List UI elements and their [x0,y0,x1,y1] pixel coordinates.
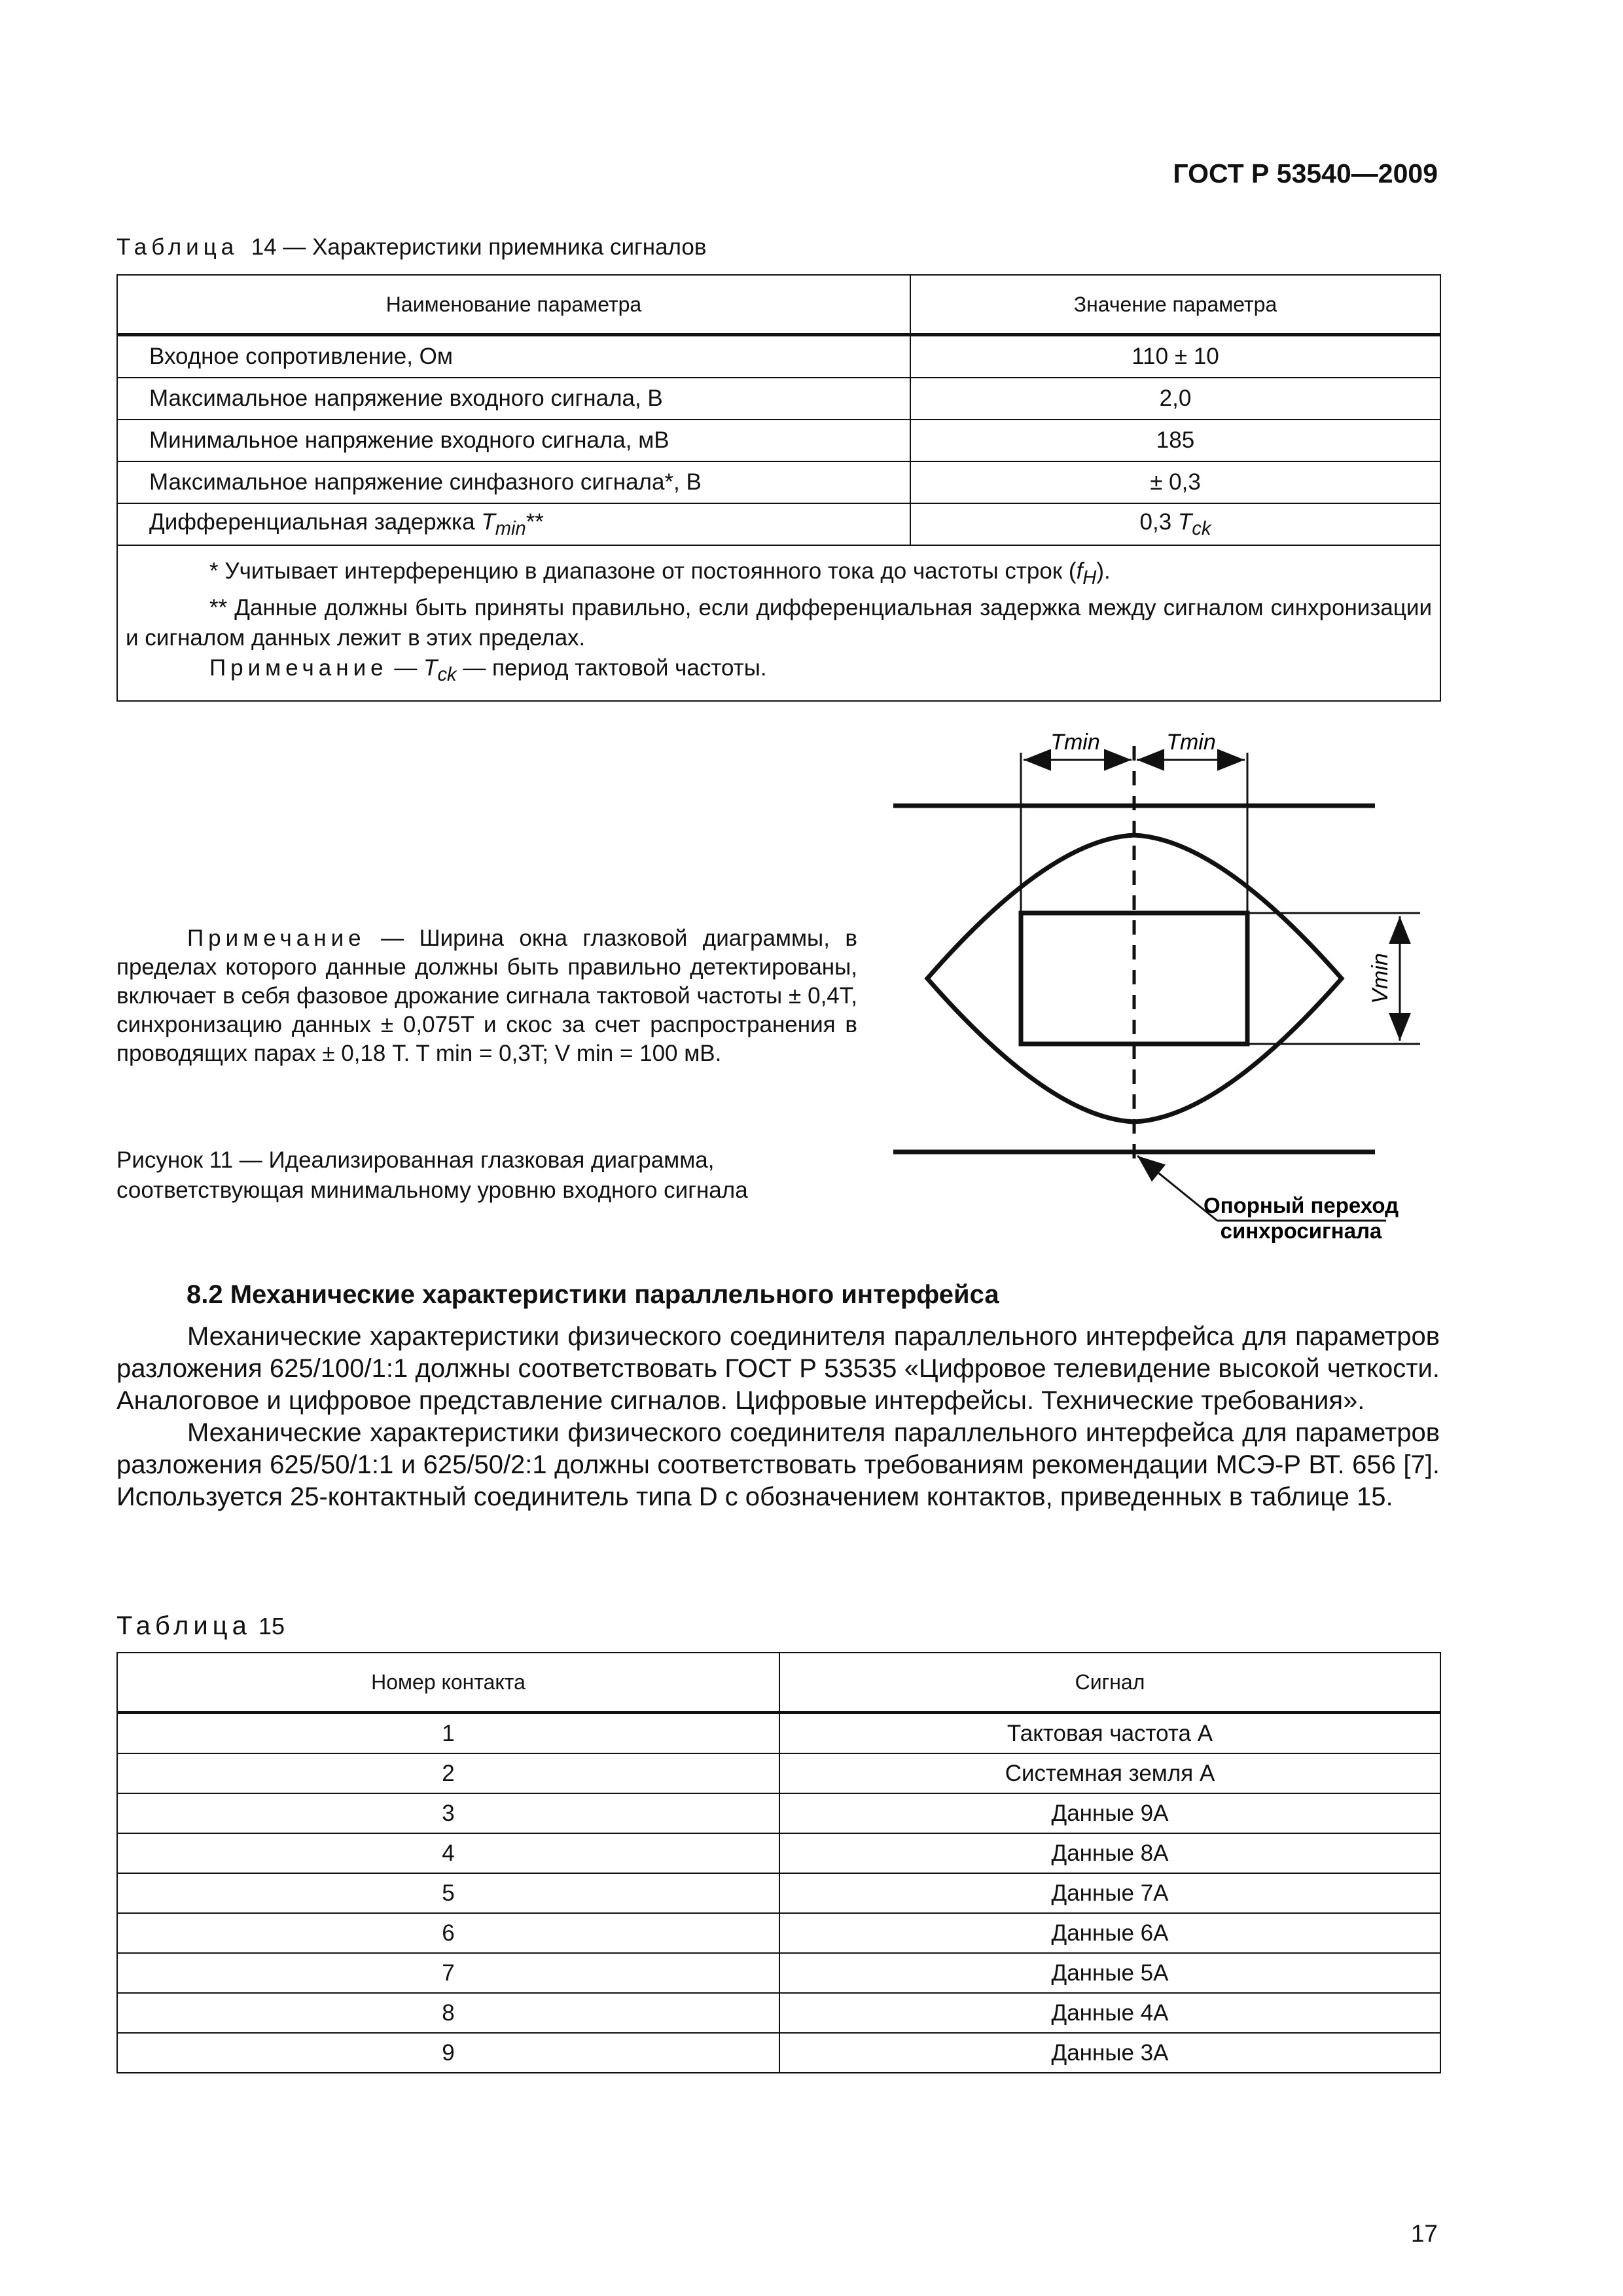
tmin-label-right: Tmin [1166,730,1216,755]
footnote-1: * Учитывает интерференцию в диапазоне от постоянного тока до частоты строк $(f_H)$. [209,558,1111,588]
table15-col-num: Номер контакта [117,1653,779,1713]
table14-col-value: Значение параметра [910,275,1440,335]
contact-num: 6 [117,1913,779,1953]
table-row [117,461,1440,503]
signal-name: Данные 6А [779,1913,1440,1953]
value-cell: 2,0 [910,378,1440,420]
figure11-note: Примечание — Ширина окна глазковой диаграммы, в пределах которого данные должны быть правильно детектированы, включает в себя фазовое дрожание сигнала тактовой частоты ± 0,4T, синхронизацию данных ± 0,075T и скос за счет распространения в проводящих парах ± 0,18 T. T min = 0,3T; V min = 100 мВ. [116,925,857,1066]
table-row [117,2033,1440,2073]
table-row [117,335,1440,378]
section-body [116,1321,1440,1513]
footnote-2: ** Данные должны быть приняты правильно, если дифференциальная задержка между сигналом синхронизации и сигналом данных лежит в этих пределах. [126,595,1432,651]
ref-label-line1: Опорный переход [1203,1193,1399,1217]
contact-num: 2 [117,1753,779,1793]
table-row [117,1953,1440,1993]
table15-header-row [117,1653,1440,1713]
eye-diagram [864,707,1453,1244]
signal-name: Данные 7А [779,1873,1440,1913]
signal-name: Тактовая частота А [779,1713,1440,1754]
paragraph-1: Механические характеристики физического соединителя параллельного интерфейса для параметров разложения 625/100/1:1 должны соответствовать ГОСТ Р 53535 «Цифровое телевидение высокой четкости. Аналоговое и цифровое представление сигналов. Цифровые интерфейсы. Технические требования». [116,1322,1440,1415]
param-cell: Дифференциальная задержка $T_{min}**$ [117,503,910,545]
table-row [117,503,1440,545]
signal-name: Данные 4А [779,1993,1440,2033]
value-cell: 0,3 $T_{ck}$ [910,503,1440,545]
signal-name: Данные 5А [779,1953,1440,1993]
param-cell: Входное сопротивление, Ом [117,335,910,378]
page-number: 17 [1410,2220,1438,2247]
param-cell: Минимальное напряжение входного сигнала, мВ [117,420,910,461]
contact-num: 4 [117,1833,779,1873]
table14-note: Примечание — $T_{ck}$ — период тактовой частоты. [209,655,767,685]
contact-num: 3 [117,1793,779,1833]
table15-col-signal: Сигнал [779,1653,1440,1713]
contact-num: 7 [117,1953,779,1993]
table15-caption: Таблица 15 [116,1611,285,1640]
table-row [117,1913,1440,1953]
table14-notes [117,545,1440,701]
table14-col-param: Наименование параметра [117,275,910,335]
contact-num: 8 [117,1993,779,2033]
table-row [117,1713,1440,1754]
table15 [116,1652,1441,2073]
signal-name: Системная земля А [779,1753,1440,1793]
section-8-2-title: 8.2 Механические характеристики параллельного интерфейса [187,1280,999,1309]
table-row [117,1993,1440,2033]
tmin-label-left: Tmin [1050,730,1100,755]
contact-num: 1 [117,1713,779,1754]
signal-name: Данные 8А [779,1833,1440,1873]
table-row [117,1753,1440,1793]
paragraph-2: Механические характеристики физического соединителя параллельного интерфейса для параметров разложения 625/50/1:1 и 625/50/2:1 должны соответствовать требованиям рекомендации МСЭ-Р ВТ. 656 [7]. Используется 25-контактный соединитель типа D с обозначением контактов, приведенных в таблице 15. [116,1418,1440,1511]
param-cell: Максимальное напряжение синфазного сигнала*, В [117,461,910,503]
contact-num: 9 [117,2033,779,2073]
value-cell: ± 0,3 [910,461,1440,503]
table-row [117,378,1440,420]
table14-caption [116,234,706,260]
table-row [117,420,1440,461]
table14-notes-row [117,545,1440,701]
signal-name: Данные 9А [779,1793,1440,1833]
param-cell: Максимальное напряжение входного сигнала, В [117,378,910,420]
table14-caption-word: Таблица [116,234,239,260]
vmin-label: Vmin [1368,953,1393,1004]
table-row [117,1833,1440,1873]
value-cell: 185 [910,420,1440,461]
table14-caption-title: 14 — Характеристики приемника сигналов [251,234,707,260]
table-row [117,1793,1440,1833]
document-header: ГОСТ Р 53540—2009 [1173,158,1438,188]
table14 [116,274,1441,702]
value-cell: 110 ± 10 [910,335,1440,378]
table14-header-row [117,275,1440,335]
contact-num: 5 [117,1873,779,1913]
ref-label-line2: синхросигнала [1220,1219,1382,1243]
table-row [117,1873,1440,1913]
figure11-caption: Рисунок 11 — Идеализированная глазковая диаграмма, соответствующая минимальному уровню входного сигнала [116,1147,748,1203]
signal-name: Данные 3А [779,2033,1440,2073]
